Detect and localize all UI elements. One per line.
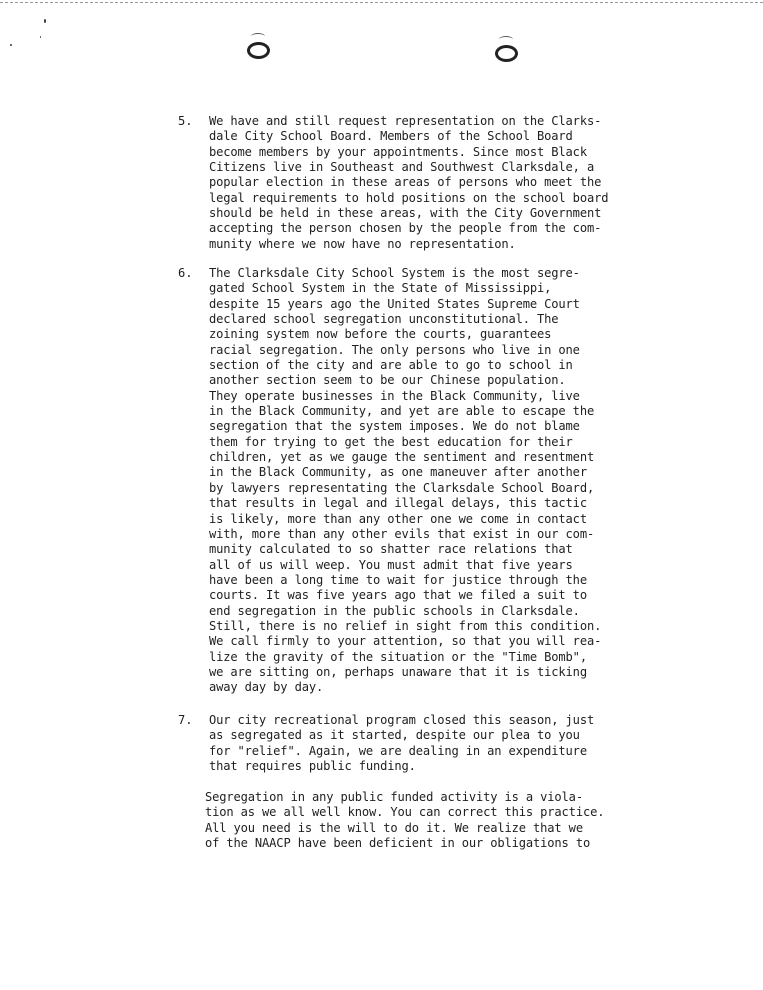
text-line: munity where we now have no representation. — [209, 236, 516, 251]
text-line: in the Black Community, as one maneuver after another — [209, 465, 587, 480]
text-line: for "relief". Again, we are dealing in an expenditure — [209, 743, 587, 758]
text-line: become members by your appointments. Since most Black — [209, 144, 587, 159]
text-line: we are sitting on, perhaps unaware that it is ticking — [209, 664, 587, 679]
text-line: accepting the person chosen by the people from the com- — [209, 221, 602, 236]
text-line: gated School System in the State of Mississippi, — [209, 281, 552, 296]
punch-hole-mark — [251, 33, 265, 40]
scan-speck — [44, 19, 46, 23]
text-line: declared school segregation unconstitutional. The — [209, 312, 559, 327]
text-line: munity calculated to so shatter race relations that — [209, 542, 573, 557]
text-line: by lawyers representating the Clarksdale School Board, — [209, 480, 595, 495]
item-number: 6. — [178, 266, 193, 280]
text-line: despite 15 years ago the United States Supreme Court — [209, 296, 580, 311]
text-line: Citizens live in Southeast and Southwest Clarksdale, a — [209, 160, 595, 175]
text-line: zoining system now before the courts, guarantees — [209, 327, 552, 342]
scan-speck — [40, 36, 41, 38]
text-line: away day by day. — [209, 680, 324, 695]
text-line: Segregation in any public funded activity is a viola- — [205, 790, 583, 804]
text-line: tion as we all well know. You can correct this practice. — [205, 805, 605, 820]
punch-hole — [495, 45, 518, 62]
text-line: is likely, more than any other one we come in contact — [209, 511, 587, 526]
text-line: We have and still request representation on the Clarks- — [209, 114, 602, 128]
text-line: them for trying to get the best education for their — [209, 434, 573, 449]
text-line: The Clarksdale City School System is the most segre- — [209, 266, 580, 280]
text-line: of the NAACP have been deficient in our obligations to — [205, 836, 591, 851]
item-text — [209, 114, 639, 252]
text-line: dale City School Board. Members of the School Board — [209, 129, 573, 144]
punch-hole — [247, 42, 270, 59]
text-line: end segregation in the public schools in Clarksdale. — [209, 603, 580, 618]
text-line: Our city recreational program closed this season, just — [209, 713, 595, 727]
text-line: have been a long time to wait for justice through the — [209, 572, 587, 587]
text-line: courts. It was five years ago that we filed a suit to — [209, 588, 587, 603]
text-line: that requires public funding. — [209, 759, 416, 774]
text-line: that results in legal and illegal delays, this tactic — [209, 496, 587, 511]
text-line: another section seem to be our Chinese population. — [209, 373, 566, 388]
item-text — [209, 266, 639, 696]
text-line: racial segregation. The only persons who live in one — [209, 342, 580, 357]
text-line: popular election in these areas of persons who meet the — [209, 175, 602, 190]
text-line: segregation that the system imposes. We do not blame — [209, 419, 580, 434]
text-line: We call firmly to your attention, so that you will rea- — [209, 634, 602, 649]
text-line: All you need is the will to do it. We realize that we — [205, 820, 583, 835]
text-line: lize the gravity of the situation or the "Time Bomb", — [209, 649, 587, 664]
item-number: 7. — [178, 713, 193, 727]
text-line: with, more than any other evils that exist in our com- — [209, 526, 595, 541]
text-line: legal requirements to hold positions on the school board — [209, 190, 609, 205]
text-line: should be held in these areas, with the City Government — [209, 206, 602, 221]
text-line: as segregated as it started, despite our plea to you — [209, 728, 580, 743]
item-text — [209, 713, 639, 774]
text-line: They operate businesses in the Black Community, live — [209, 388, 580, 403]
text-line: in the Black Community, and yet are able to escape the — [209, 404, 595, 419]
closing-paragraph — [205, 790, 645, 851]
text-line: section of the city and are able to go to school in — [209, 358, 573, 373]
scan-speck — [10, 44, 12, 46]
text-line: Still, there is no relief in sight from this condition. — [209, 618, 602, 633]
text-line: all of us will weep. You must admit that five years — [209, 557, 573, 572]
text-line: children, yet as we gauge the sentiment and resentment — [209, 450, 595, 465]
page-top-edge — [0, 2, 763, 3]
punch-hole-mark — [499, 36, 513, 43]
item-number: 5. — [178, 114, 193, 128]
